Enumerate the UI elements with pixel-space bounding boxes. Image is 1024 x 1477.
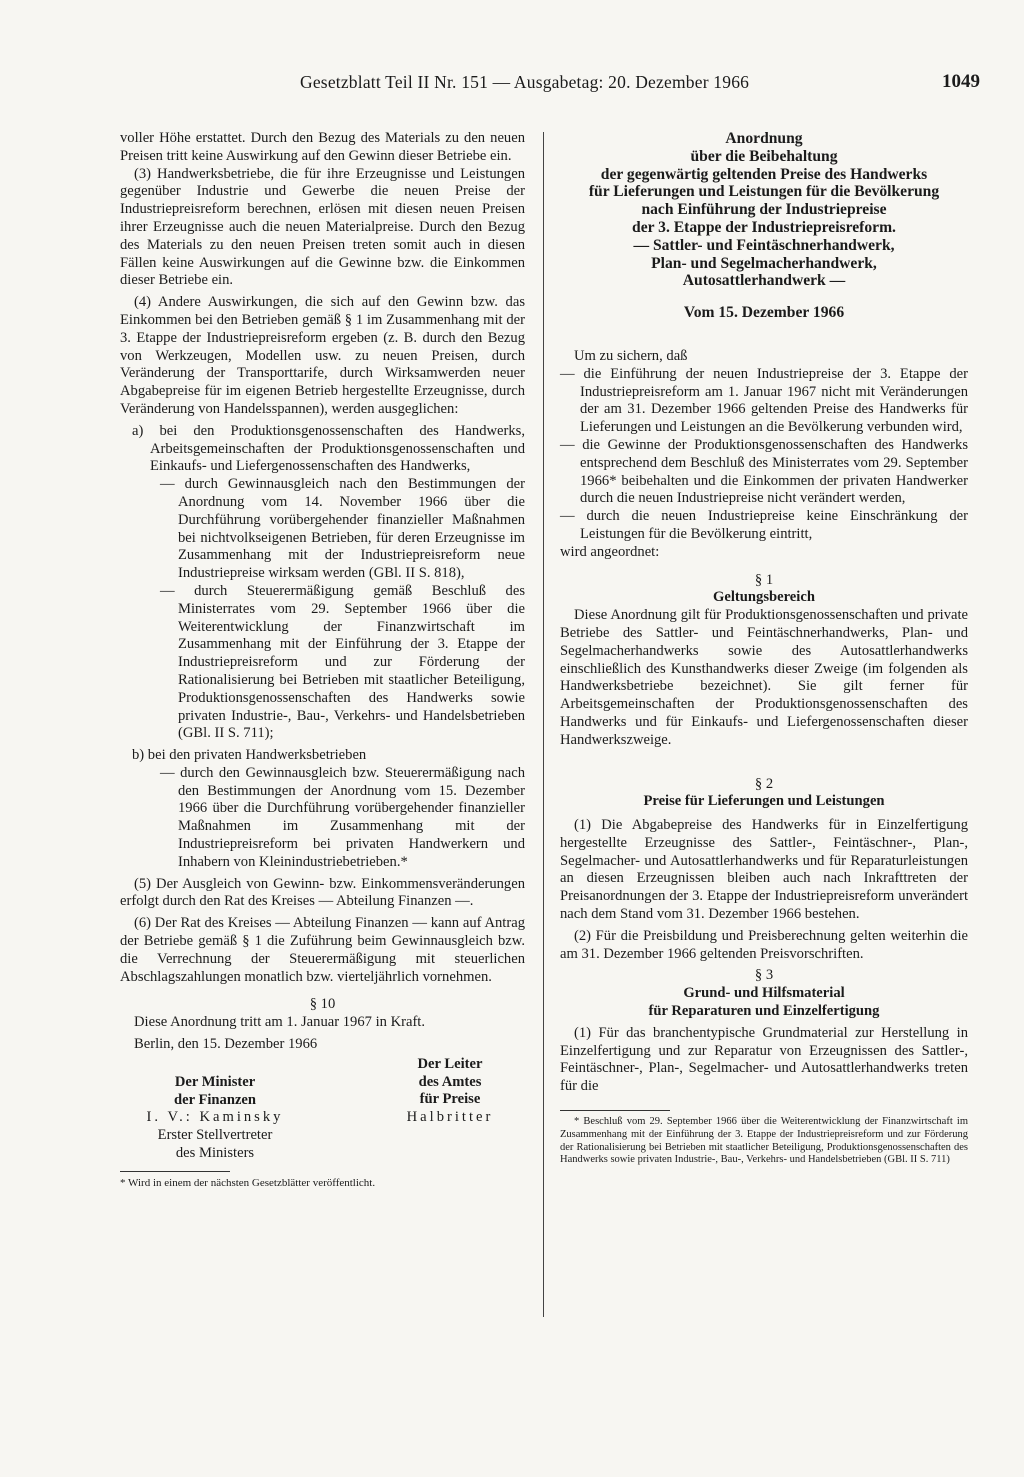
section-3-heading: § 3	[754, 967, 774, 984]
list-item-a: a) bei den Produktionsgenossenschaften des Handwerks, Arbeitsgemeinschaften der Produktionsgenossenschaften und Einkaufs- und Liefergenossenschaften des Handwerks,	[132, 422, 525, 475]
list-subitem-a2: — durch Steuerermäßigung gemäß Beschluß des Ministerrates vom 29. September 1966 über die Weiterentwicklung der Finanzwirtschaft im Zusammenhang mit der Einführung der 3. Etappe der Industriepreisreform und zur Förderung der Rationalisierung bei Betrieben mit staatlicher Beteiligung, Produktionsgenossenschaften des Handwerks sowie privaten Industrie-, Bau-, Verkehrs- und Handelsbetrieben (GBl. II S. 711);	[160, 582, 525, 742]
ordinance-title: Anordnung über die Beibehaltung der gegenwärtig geltenden Preise des Handwerks für Lieferungen und Leistungen für die Bevölkerung nach Einführung der Industriepreise der 3. Etappe der Industriepreisreform. — Sattler- und Feintäschnerhandwerk, Plan- und Segelmacherhandwerk, Autosattlerhandwerk —	[588, 130, 940, 290]
paragraph-5: (5) Der Ausgleich von Gewinn- bzw. Einkommensveränderungen erfolgt durch den Rat des Kreises — Abteilung Finanzen —.	[120, 875, 525, 910]
section-1-text: Diese Anordnung gilt für Produktionsgenossenschaften und private Betriebe des Sattler- und Feintäschnerhandwerks, Plan- und Segelmacherhandwerks sowie des Autosattlerhandwerks einschließlich des Kunsthandwerks dieser Zweige (im folgenden als Handwerksbetriebe bezeichnet). Sie gilt ferner für Arbeitsgemeinschaften der Produktionsgenossenschaften des Handwerks und für Einkaufs- und Liefergenossenschaften dieser Handwerkszweige.	[560, 607, 968, 748]
paragraph-4: (4) Andere Auswirkungen, die sich auf den Gewinn bzw. das Einkommen bei den Betrieben gemäß § 1 im Zusammenhang mit der 3. Etappe der Industriepreisreform ergeben (z. B. durch den Bezug von Werkzeugen, Modellen usw. zu neuen Preisen, durch Veränderung der Transporttarife, durch Wirksamwerden neuer Abgabepreise für im eigenen Betrieb hergestellte Erzeugnisse, durch Veränderung von Handelsspannen), werden ausgeglichen:	[120, 294, 525, 417]
list-subitem-a1: — durch Gewinnausgleich nach den Bestimmungen der Anordnung vom 14. November 1966 über die Durchführung vorübergehender finanzieller Maßnahmen bei nichtvolkseigenen Betrieben, für deren Erzeugnisse im Zusammenhang mit der Industriepreisreform neue Industriepreise wirksam werden (GBl. II S. 818),	[160, 476, 525, 582]
left-column	[120, 130, 525, 1190]
preamble-item-1: — die Einführung der neuen Industriepreise der 3. Etappe der Industriepreisreform am 1. Januar 1967 nicht mit Veränderungen der am 31. Dezember 1966 geltenden Preise des Handwerks für Lieferungen und Leistungen an die Bevölkerung verbunden wird,	[560, 365, 968, 436]
signature-price-office: Der Leiter des Amtes für Preise Halbritter	[406, 1055, 494, 1126]
section-1-title: Geltungsbereich	[713, 589, 815, 606]
paragraph-3: (3) Handwerksbetriebe, die für ihre Erzeugnisse und Leistungen gegenüber Industrie und Gewerbe die neuen Preise der Industriepreisreform berechnen, erlösen mit diesen neuen Preisen ihrer Erzeugnisse auch die neuen Materialpreise. Durch den Bezug des Materials zu den neuen Preisen treten somit auch in diesen Fällen keine Auswirkungen auf die Gewinne bzw. die Einkommen dieser Betriebe ein.	[120, 165, 525, 289]
section-3-title-1: Grund- und Hilfsmaterial	[683, 985, 845, 1002]
preamble-item-2: — die Gewinne der Produktionsgenossenschaften des Handwerks entsprechend dem Beschluß des Ministerrates vom 29. September 1966* beibehalten und die Einkommen der privaten Handwerker durch die neuen Industriepreise nicht verändert werden,	[560, 436, 968, 507]
footnote-left: * Wird in einem der nächsten Gesetzblätter veröffentlicht.	[120, 1176, 376, 1189]
section-2-heading: § 2	[754, 775, 774, 792]
column-divider	[543, 132, 544, 1317]
paragraph-continuation: voller Höhe erstattet. Durch den Bezug des Materials zu den neuen Preisen tritt keine Auswirkung auf den Gewinn dieser Betriebe ein.	[120, 130, 525, 164]
right-column	[560, 130, 968, 1167]
ordinance-date: Vom 15. Dezember 1966	[683, 304, 845, 322]
header-title: Gesetzblatt Teil II Nr. 151 — Ausgabetag: 20. Dezember 1966	[300, 72, 750, 92]
page-number: 1049	[942, 71, 980, 92]
section-2-para-2: (2) Für die Preisbildung und Preisberechnung gelten weiterhin die am 31. Dezember 1966 geltenden Preisvorschriften.	[560, 927, 968, 962]
section-2-para-1: (1) Die Abgabepreise des Handwerks für in Einzelfertigung hergestellte Erzeugnisse des Sattler-, Feintäschner-, Plan-, Segelmacher- und Autosattlerhandwerks und für Reparaturleistungen an diesen Erzeugnissen bleiben auch nach Inkrafttreten der Preisanordnungen der 3. Etappe der Industriepreisreform unverändert nach dem Stand vom 31. Dezember 1966 bestehen.	[560, 817, 968, 923]
preamble-ordered: wird angeordnet:	[560, 543, 660, 560]
signature-block	[120, 1056, 525, 1163]
section-3-para-1: (1) Für das branchentypische Grundmaterial zur Herstellung in Einzelfertigung und zur Reparatur von Erzeugnissen des Sattler-, Feintäschner-, Plan-, Segelmacher- und Autosattlerhandwerks treten für die	[560, 1024, 968, 1095]
preamble-item-3: — durch die neuen Industriepreise keine Einschränkung der Leistungen für die Bevölkerung eintritt,	[560, 508, 968, 542]
paragraph-6: (6) Der Rat des Kreises — Abteilung Finanzen — kann auf Antrag der Betriebe gemäß § 1 die Zuführung beim Gewinnausgleich bzw. die Verrechnung der Steuerermäßigung mit steuerlichen Abschlagszahlungen monatlich bzw. vierteljährlich vornehmen.	[120, 915, 525, 985]
footnote-rule-right	[560, 1110, 670, 1111]
signature-minister: Der Minister der Finanzen I. V.: Kaminsky Erster Stellvertreter des Ministers	[146, 1073, 284, 1162]
footnote-rule	[120, 1171, 230, 1172]
section-3-title-2: für Reparaturen und Einzelfertigung	[648, 1003, 880, 1020]
section-2-title: Preise für Lieferungen und Leistungen	[643, 793, 885, 810]
section-1-heading: § 1	[754, 571, 774, 588]
place-date: Berlin, den 15. Dezember 1966	[134, 1036, 318, 1053]
list-item-b: b) bei den privaten Handwerksbetrieben	[132, 747, 367, 764]
page-header	[300, 72, 980, 98]
section-10-text: Diese Anordnung tritt am 1. Januar 1967 in Kraft.	[134, 1014, 426, 1031]
preamble-intro: Um zu sichern, daß	[574, 347, 688, 364]
list-subitem-b1: — durch den Gewinnausgleich bzw. Steuerermäßigung nach den Bestimmungen der Anordnung vom 15. Dezember 1966 über die Durchführung vorübergehender finanzieller Maßnahmen im Zusammenhang mit der Industriepreisreform bei privaten Handwerkern und Inhabern von Kleinindustriebetrieben.*	[160, 764, 525, 870]
section-10-heading: § 10	[309, 996, 336, 1013]
footnote-right: * Beschluß vom 29. September 1966 über die Weiterentwicklung der Finanzwirtschaft im Zusammenhang mit der Einführung der 3. Etappe der Industriepreisreform und zur Förderung der Rationalisierung bei Betrieben mit staatlicher Beteiligung, Produktionsgenossenschaften des Handwerks sowie privaten Industrie-, Bau-, Verkehrs- und Handelsbetrieben (GBl. II S. 711)	[560, 1116, 968, 1166]
